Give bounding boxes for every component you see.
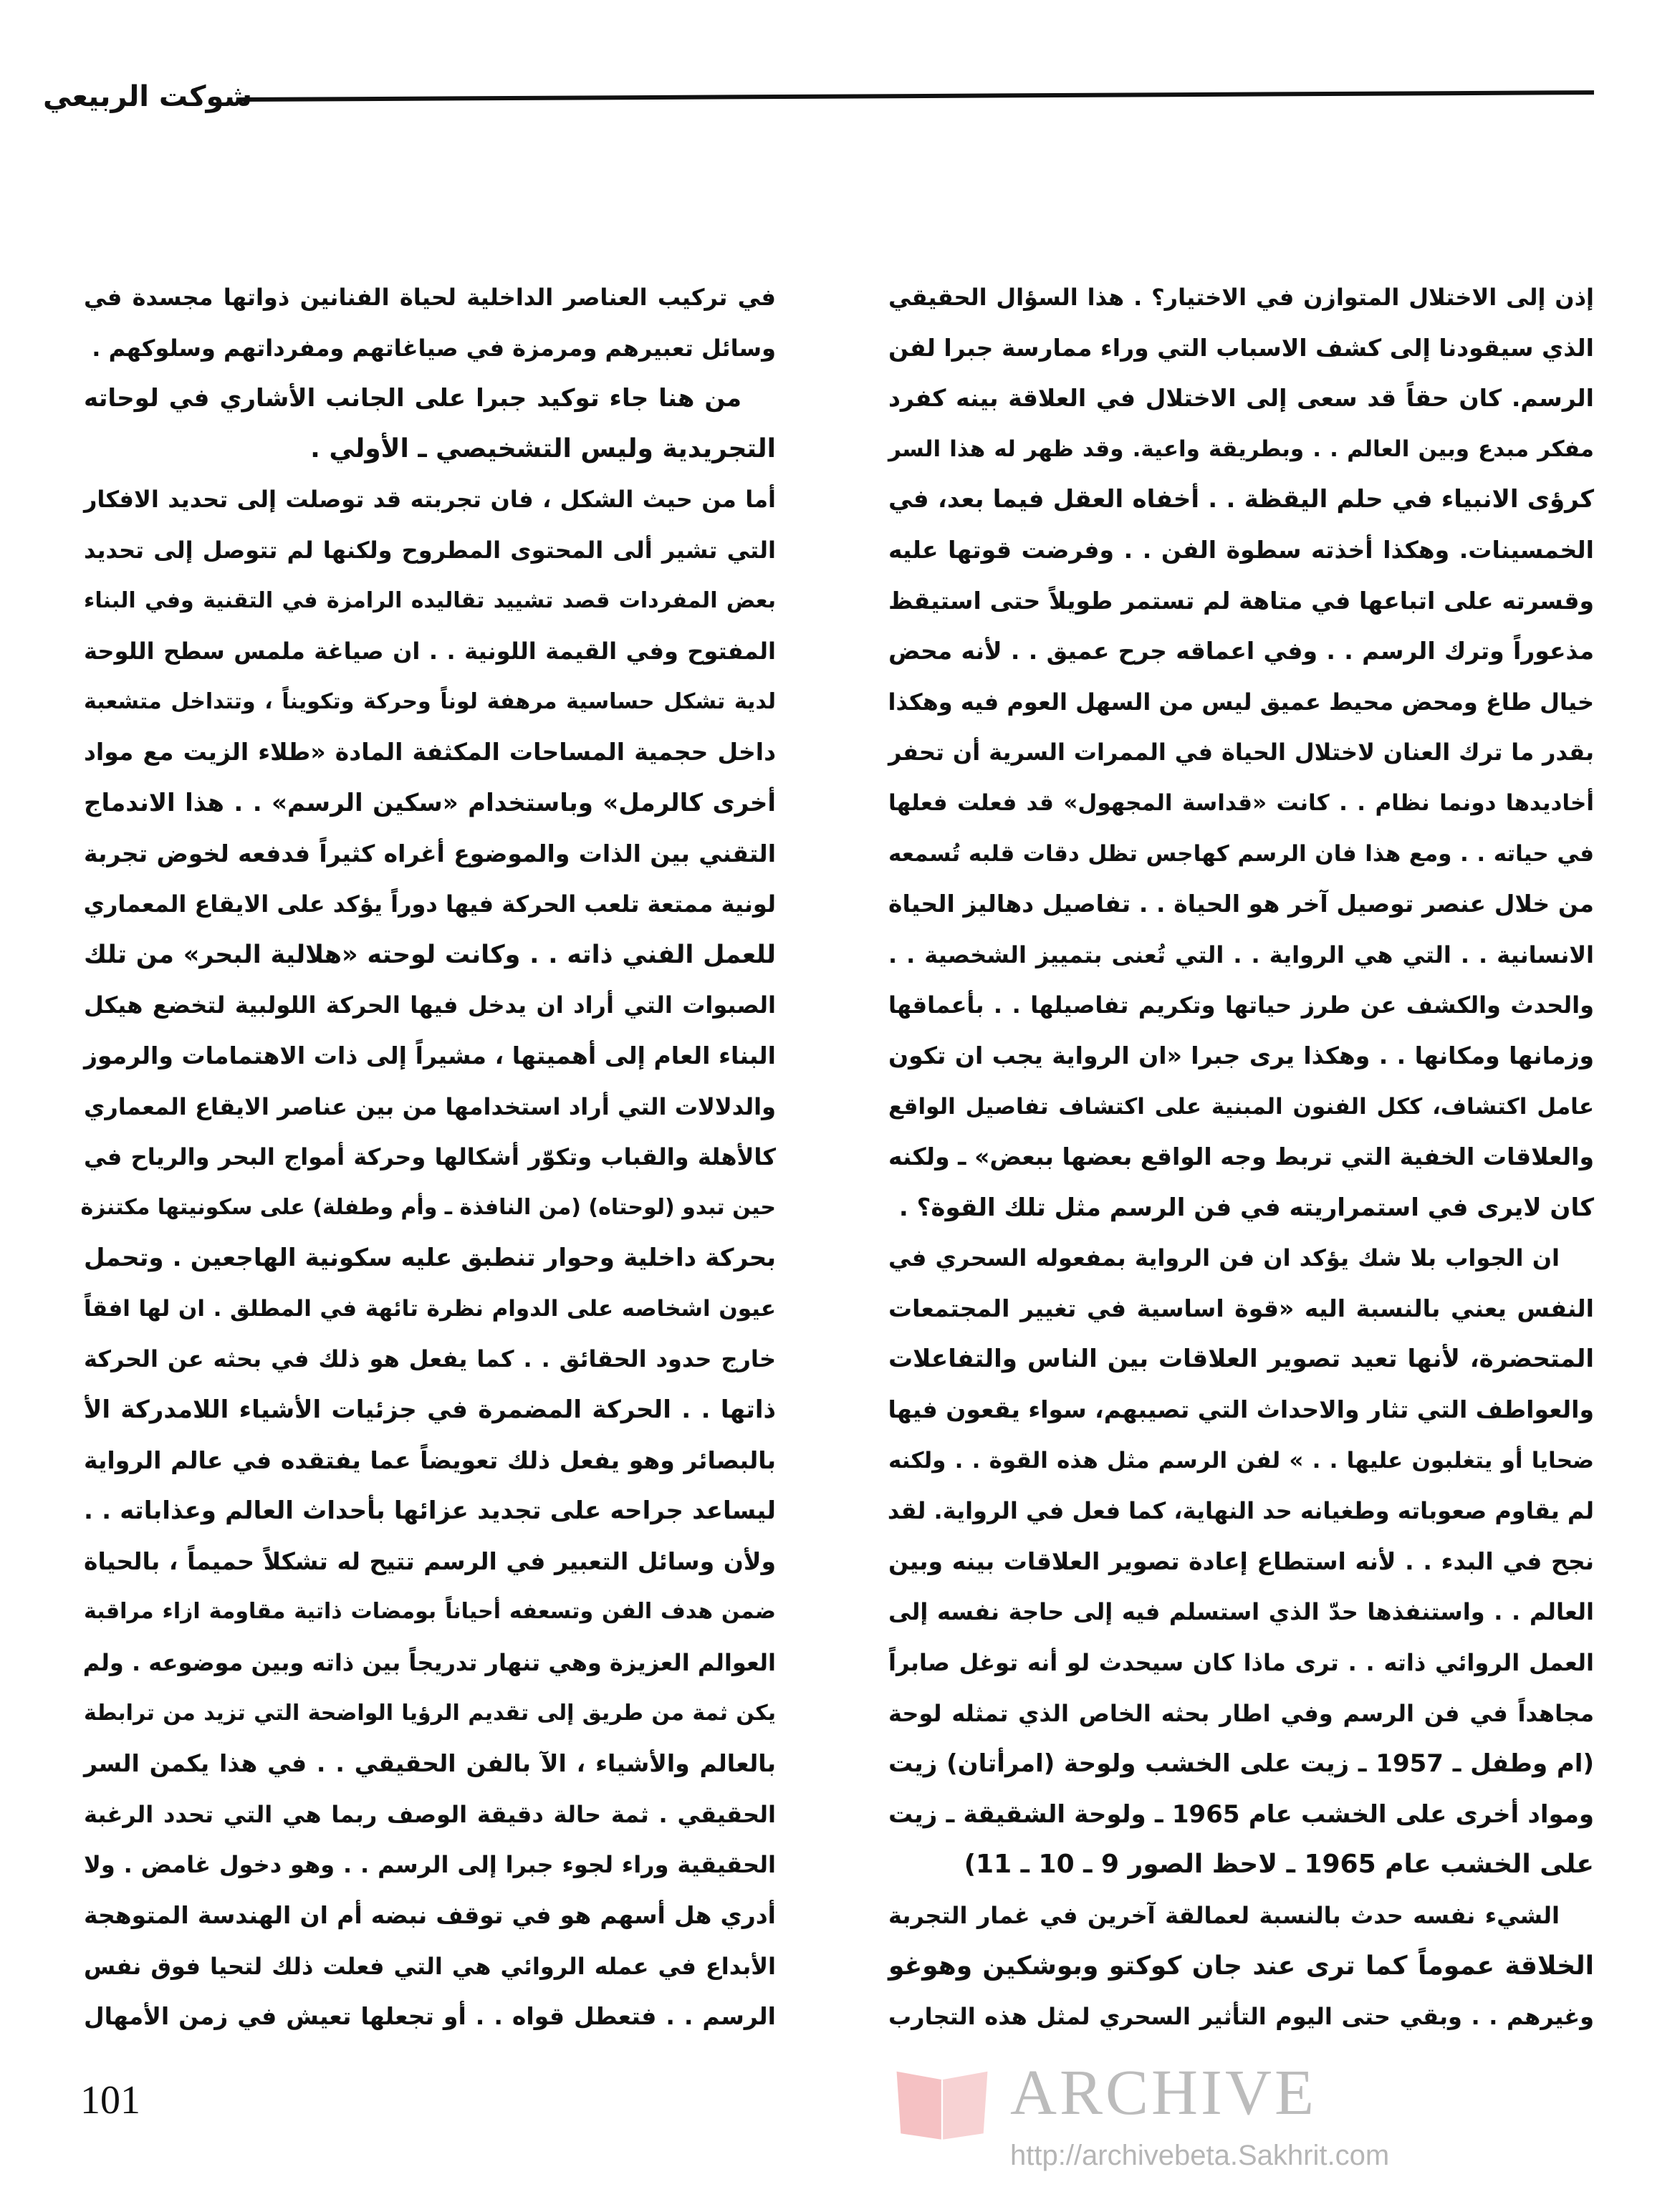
text-line: عامل اكتشاف، ككل الفنون المبنية على اكتشاف تفاصيل الواقع xyxy=(888,1093,1594,1120)
watermark-url: http://archivebeta.Sakhrit.com xyxy=(1010,2140,1390,2171)
text-line: كالأهلة والقباب وتكوّر أشكالها وحركة أمواج البحر والرياح في xyxy=(84,1143,776,1171)
text-line: مذعوراً وترك الرسم . . وفي اعماقه جرح عميق . . لأنه محض xyxy=(888,637,1594,665)
text-line: في تركيب العناصر الداخلية لحياة الفنانين ذواتها مجسدة في xyxy=(84,284,776,311)
text-line: الرسم. كان حقاً قد سعى إلى الاختلال في العلاقة بينه كفرد xyxy=(888,384,1594,413)
text-line: والعواطف التي تثار والاحداث التي تصيبهم، سواء يقعون فيها xyxy=(888,1395,1594,1424)
text-line: الصبوات التي أراد ان يدخل فيها الحركة اللولبية لتخضع هيكل xyxy=(84,991,776,1019)
text-line: الخلاقة عموماً كما ترى عند جان كوكتو وبوشكين وهوغو xyxy=(888,1951,1594,1981)
text-line: العالم . . واستنفذها حدّ الذي استسلم فيه إلى حاجة نفسه إلى xyxy=(888,1598,1594,1626)
text-line: الحقيقي . ثمة حالة دقيقة الوصف ربما هي التي تحدد الرغبة xyxy=(84,1800,776,1828)
text-line: داخل حجمية المساحات المكثفة المادة «طلاء الزيت مع مواد xyxy=(84,738,776,766)
text-line: بالبصائر وهو يفعل ذلك تعويضاً عما يفتقده في عالم الرواية xyxy=(84,1446,776,1474)
text-line: ضحايا أو يتغلبون عليها . . » لفن الرسم مثل هذه القوة . . ولكنه xyxy=(888,1447,1594,1474)
text-column-left xyxy=(80,272,776,2042)
text-line: لدية تشكل حساسية مرهفة لوناً وحركة وتكويناً ، وتتداخل متشعبة xyxy=(84,688,776,714)
text-line: بقدر ما ترك العنان لاختلال الحياة في الممرات السرية أن تحفر xyxy=(888,739,1594,766)
text-line: لم يقاوم صعوباته وطغيانه حد النهاية، كما فعل في الرواية. لقد xyxy=(887,1497,1594,1525)
text-line: بحركة داخلية وحوار تنطبق عليه سكونية الهاجعين . وتحمل xyxy=(84,1244,776,1273)
text-line: التقني بين الذات والموضوع أغراه كثيراً فدفعه لخوض تجربة xyxy=(84,839,776,867)
text-line: يكن ثمة من طريق إلى تقديم الرؤيا الواضحة التي تزيد من ترابطة xyxy=(84,1700,776,1726)
text-line: البناء العام إلى أهميتها ، مشيراً إلى ذات الاهتمامات والرموز xyxy=(84,1041,776,1069)
text-line: الذي سيقودنا إلى كشف الاسباب التي وراء ممارسة جبرا لفن xyxy=(888,333,1594,362)
text-line: كان لايرى في استمراريته في فن الرسم مثل تلك القوة؟ . xyxy=(898,1193,1594,1222)
text-line: والدلالات التي أراد استخدامها من بين عناصر الايقاع المعماري xyxy=(84,1092,776,1120)
text-line: والحدث والكشف عن طرز حياتها وتكريم تفاصيلها . . بأعماقها xyxy=(888,991,1594,1019)
running-head-author: شوكت الربيعي xyxy=(43,80,252,113)
text-line: مفكر مبدع وبين العالم . . وبطريقة واعية. وقد ظهر له هذا السر xyxy=(888,436,1594,462)
text-line: نجح في البدء . . لأنه استطاع إعادة تصوير العلاقات بينه وبين xyxy=(888,1547,1594,1575)
archive-book-logo-icon xyxy=(888,2063,996,2142)
text-column-right xyxy=(888,272,1594,2042)
text-line: أدري هل أسهم هو في توقف نبضه أم ان الهندسة المتوهجة xyxy=(84,1901,776,1929)
text-line: التي تشير ألى المحتوى المطروح ولكنها لم تتوصل إلى تحديد xyxy=(84,536,776,564)
text-line: النفس يعني بالنسبة اليه «قوة اساسية في تغيير المجتمعات xyxy=(888,1294,1594,1322)
text-line: الرسم . . فتعطل قواه . . أو تجعلها تعيش في زمن الأمهال xyxy=(84,2002,776,2031)
text-line: العوالم العزيزة وهي تنهار تدريجاً بين ذاته وبين موضوعه . ولم xyxy=(82,1649,776,1677)
text-line: والعلاقات الخفية التي تربط وجه الواقع بعضها ببعض» ـ ولكنه xyxy=(888,1143,1594,1171)
text-line: خارج حدود الحقائق . . كما يفعل هو ذلك في بحثه عن الحركة xyxy=(84,1345,776,1373)
text-line: العمل الروائي ذاته . . ترى ماذا كان سيحدث لو أنه توغل صابراً xyxy=(888,1649,1594,1677)
text-line: وسائل تعبيرهم ومرمزة في صياغاتهم ومفرداتهم وسلوكهم . xyxy=(92,334,776,362)
text-line: خيال طاغ ومحض محيط عميق ليس من السهل العوم فيه وهكذا xyxy=(888,688,1594,716)
text-line: ولأن وسائل التعبير في الرسم تتيح له تشكلاً حميماً ، بالحياة xyxy=(84,1547,776,1575)
text-line: كرؤى الانبياء في حلم اليقظة . . أخفاه العقل فيما بعد، في xyxy=(888,485,1594,514)
text-line: ان الجواب بلا شك يؤكد ان فن الرواية بمفعوله السحري في xyxy=(888,1244,1560,1272)
text-line: التجريدية وليس التشخيصي ـ الأولي . xyxy=(310,433,776,463)
text-line: إذن إلى الاختلال المتوازن في الاختيار؟ . هذا السؤال الحقيقي xyxy=(888,284,1594,311)
text-line: الخمسينات. وهكذا أخذته سطوة الفن . . وفرضت قوتها عليه xyxy=(888,535,1594,564)
text-line: أخاديدها دونما نظام . . كانت «قداسة المجهول» قد فعلت فعلها xyxy=(888,789,1594,816)
text-line: من خلال عنصر توصيل آخر هو الحياة . . تفاصيل دهاليز الحياة xyxy=(888,890,1594,918)
text-line: وغيرهم . . وبقي حتى اليوم التأثير السحري لمثل هذه التجارب xyxy=(888,2003,1594,2031)
watermark-text: ARCHIVE xyxy=(1010,2057,1317,2128)
text-line: مجاهداً في فن الرسم وفي اطار بحثه الخاص الذي تمثله لوحة xyxy=(888,1699,1594,1727)
text-line: أما من حيث الشكل ، فان تجربته قد توصلت إلى تحديد الافكار xyxy=(84,486,776,514)
text-line: ومواد أخرى على الخشب عام 1965 ـ ولوحة الشقيقة ـ زيت xyxy=(888,1799,1595,1829)
page-number: 101 xyxy=(80,2078,140,2123)
text-line: من هنا جاء توكيد جبرا على الجانب الأشاري في لوحاته xyxy=(84,384,741,413)
text-line: وزمانها ومكانها . . وهكذا يرى جبرا «ان الرواية يجب ان تكون xyxy=(888,1041,1594,1069)
text-line: الشيء نفسه حدث بالنسبة لعمالقة آخرين في غمار التجربة xyxy=(888,1902,1560,1929)
header-rule xyxy=(236,90,1594,102)
text-line: حين تبدو (لوحتاه) (من النافذة ـ وأم وطفلة) على سكونيتها مكتنزة xyxy=(80,1194,776,1220)
text-line: الانسانية . . التي هي الرواية . . التي تُعنى بتمييز الشخصية . . xyxy=(888,941,1594,968)
text-line: في حياته . . ومع هذا فان الرسم كهاجس تظل دقات قلبه تُسمعه xyxy=(888,840,1594,867)
text-line: بعض المفردات قصد تشييد تقاليده الرامزة في التقنية وفي البناء xyxy=(84,587,776,613)
text-line: المفتوح وفي القيمة اللونية . . ان صياغة ملمس سطح اللوحة xyxy=(84,638,776,665)
text-line: المتحضرة، لأنها تعيد تصوير العلاقات بين الناس والتفاعلات xyxy=(888,1345,1594,1374)
text-line: (ام وطفل ـ 1957 ـ زيت على الخشب ولوحة (امرأتان) زيت xyxy=(888,1749,1594,1779)
text-line: للعمل الفني ذاته . . وكانت لوحته «هلالية البحر» من تلك xyxy=(84,940,776,969)
text-line: بالعالم والأشياء ، الآ بالفن الحقيقي . . في هذا يكمن السر xyxy=(84,1749,776,1778)
text-line: أخرى كالرمل» وباستخدام «سكين الرسم» . . هذا الاندماج xyxy=(84,788,776,817)
text-line: لونية ممتعة تلعب الحركة فيها دوراً يؤكد على الايقاع المعماري xyxy=(83,890,776,918)
text-line: عيون اشخاصه على الدوام نظرة تائهة في المطلق . ان لها افقاً xyxy=(84,1295,776,1322)
text-line: الحقيقية وراء لجوء جبرا إلى الرسم . . وهو دخول غامض . ولا xyxy=(84,1851,776,1879)
text-line: ليساعد جراحه على تجديد عزائها بأحداث العالم وعذاباته . . xyxy=(84,1496,776,1526)
text-line: على الخشب عام 1965 ـ لاحظ الصور 9 ـ 10 ـ 11) xyxy=(964,1850,1594,1880)
text-line: ضمن هدف الفن وتسعفه أحياناً بومضات ذاتية مقاومة ازاء مراقبة xyxy=(84,1599,776,1625)
text-line: الأبداع في عمله الروائي هي التي فعلت ذلك لتحيا فوق نفس xyxy=(84,1952,776,1980)
text-line: وقسرته على اتباعها في متاهة لم تستمر طويلاً حتى استيقظ xyxy=(888,586,1594,615)
text-line: ذاتها . . الحركة المضمرة في جزئيات الأشياء اللامدركة الأ xyxy=(84,1395,776,1425)
